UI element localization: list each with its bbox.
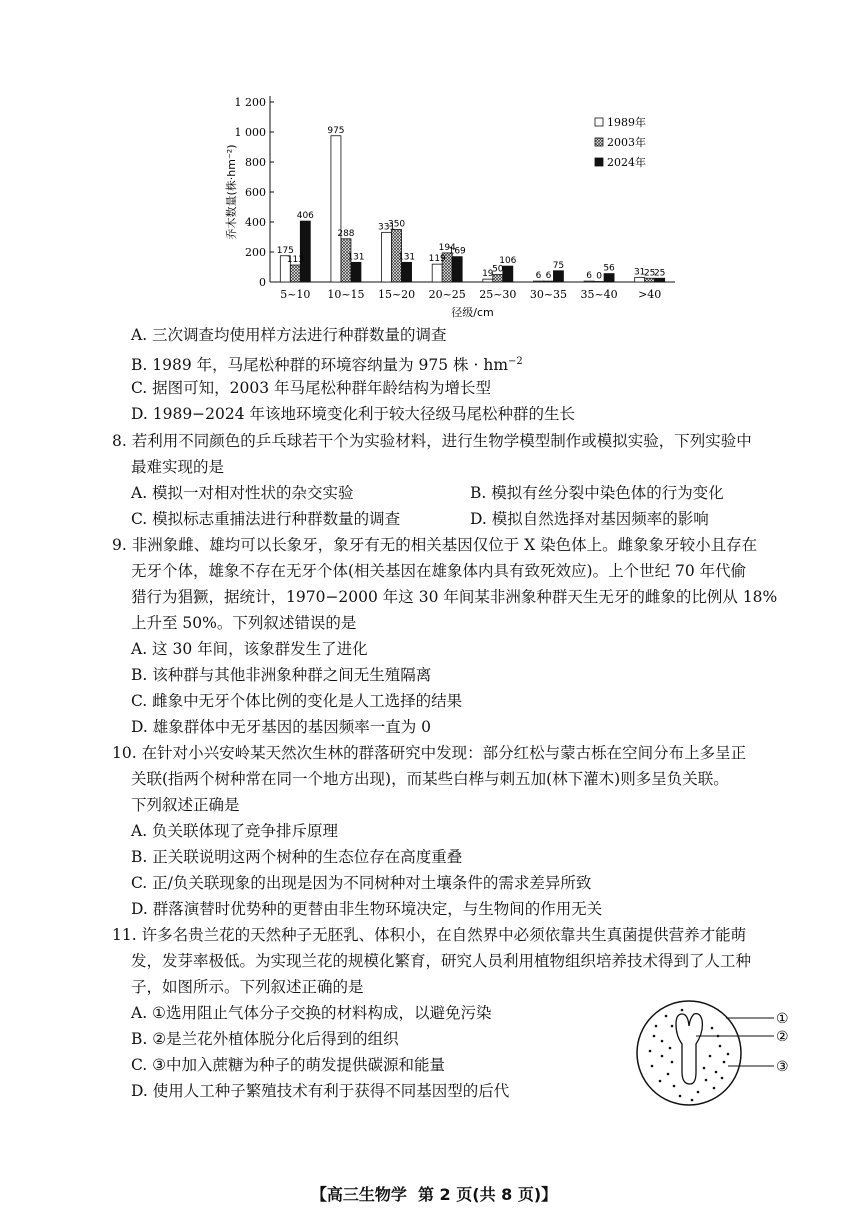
dot [681, 1009, 684, 1012]
x-tick-label: 10~15 [327, 288, 365, 301]
dot [703, 1067, 706, 1070]
data-label: 350 [387, 219, 406, 230]
bar-1989年 [432, 264, 442, 282]
footer-subject: 【高三生物学 [310, 1185, 407, 1204]
data-label: 19 [482, 269, 494, 280]
legend-swatch [595, 158, 603, 166]
bar-1989年 [584, 281, 594, 282]
data-label: 113 [286, 255, 304, 266]
embryoid-shape [676, 1014, 702, 1084]
bar-2003年 [594, 282, 604, 283]
data-label: 6 [535, 271, 542, 282]
dot [661, 1055, 664, 1058]
label-3: ③ [776, 1059, 789, 1075]
dot [671, 1061, 674, 1064]
x-tick-label: 35~40 [580, 288, 618, 301]
data-label: 175 [276, 245, 294, 256]
y-axis-label: 乔木数量(株·hm⁻²) [225, 144, 238, 240]
bar-2024年 [655, 278, 665, 282]
dot [721, 1077, 724, 1080]
q8-stem-line1: 8. 若利用不同颜色的乒乓球若干个为实验材料，进行生物学模型制作或模拟实验，下列实验中 [112, 432, 752, 450]
q10-stem-line1: 10. 在针对小兴安岭某天然次生林的群落研究中发现：部分红松与蒙古栎在空间分布上多呈正 [112, 744, 747, 762]
data-label: 131 [347, 252, 365, 263]
q9-option-d: D. 雄象群体中无牙基因的基因频率一直为 0 [131, 718, 432, 736]
dot [669, 1047, 672, 1050]
legend-label: 2003年 [607, 136, 646, 149]
q11-option-a: A. ①选用阻止气体分子交换的材料构成，以避免污染 [131, 1004, 492, 1022]
legend-swatch [595, 118, 603, 126]
artificial-seed-figure [632, 996, 792, 1116]
q7-option-b [131, 352, 523, 375]
q7-option-a: A. 三次调查均使用样方法进行种群数量的调查 [131, 326, 447, 344]
dot [727, 1053, 730, 1056]
bar-2024年 [300, 221, 310, 282]
q8-option-d: D. 模拟自然选择对基因频率的影响 [470, 510, 709, 528]
bar-2024年 [351, 262, 361, 282]
data-label: 106 [499, 256, 517, 267]
data-label: 288 [337, 228, 355, 239]
dot [651, 1065, 654, 1068]
y-tick-label: 1 200 [234, 96, 266, 109]
x-tick-label: 5~10 [280, 288, 311, 301]
data-label: 50 [492, 264, 504, 275]
q10-stem-line2: 关联(指两个树种常在同一个地方出现)，而某些白桦与刺五加(林下灌木)则多呈负关联。 [131, 770, 729, 788]
data-label: 6 [586, 271, 592, 282]
dot [691, 1099, 694, 1102]
data-label: 406 [296, 211, 314, 222]
dot [661, 1040, 664, 1043]
dot [723, 1061, 726, 1064]
dot [711, 1027, 714, 1030]
data-label: 131 [397, 252, 416, 263]
q11-option-d: D. 使用人工种子繁殖技术有利于获得不同基因型的后代 [131, 1082, 510, 1100]
q8-option-c: C. 模拟标志重捕法进行种群数量的调查 [131, 510, 401, 528]
x-tick-label: 25~30 [479, 288, 517, 301]
data-label: 169 [448, 246, 466, 257]
bar-2024年 [553, 271, 563, 282]
legend-swatch [595, 138, 603, 146]
dot [705, 1079, 708, 1082]
bar-2024年 [604, 274, 614, 282]
dot [671, 1025, 674, 1028]
x-tick-label: 30~35 [529, 288, 568, 301]
y-tick-label: 600 [245, 186, 266, 199]
bar-2024年 [402, 262, 412, 282]
data-label: 31 [633, 267, 646, 278]
dot [659, 1080, 662, 1083]
q11-stem-line1: 11. 许多名贵兰花的天然种子无胚乳、体积小，在自然界中必须依靠共生真菌提供营养才能萌 [112, 926, 747, 944]
q8-option-b: B. 模拟有丝分裂中染色体的行为变化 [470, 484, 724, 502]
dot [665, 1015, 668, 1018]
data-label: 194 [438, 242, 456, 253]
footer-page: 第 2 页(共 8 页)】 [417, 1185, 558, 1204]
dot [655, 1025, 658, 1028]
data-label: 331 [377, 222, 396, 233]
q11-option-b: B. ②是兰花外植体脱分化后得到的组织 [131, 1030, 399, 1048]
q7-option-b-sup: −2 [508, 356, 523, 367]
y-tick-label: 200 [245, 246, 266, 259]
q10-option-c: C. 正/负关联现象的出现是因为不同树种对土壤条件的需求差异所致 [131, 874, 592, 892]
bar-1989年 [533, 281, 543, 282]
page-footer [0, 1182, 868, 1205]
x-axis-label: 径级/cm [451, 306, 494, 319]
data-label: 25 [653, 268, 666, 279]
data-label: 0 [596, 271, 602, 282]
legend-label: 2024年 [607, 156, 646, 169]
q11-stem-line3: 子，如图所示。下列叙述正确的是 [131, 978, 364, 996]
data-label: 119 [428, 254, 446, 265]
dot [719, 1045, 722, 1048]
bar-2024年 [452, 257, 462, 282]
dot [679, 1095, 682, 1098]
q7-option-c: C. 据图可知，2003 年马尾松种群年龄结构为增长型 [131, 379, 492, 397]
legend-label: 1989年 [607, 116, 646, 129]
bar-2003年 [493, 275, 503, 283]
data-label: 75 [552, 260, 565, 271]
x-tick-label: 20~25 [428, 288, 466, 301]
bar-2024年 [503, 266, 513, 282]
seed-coat-circle [637, 1001, 741, 1105]
bar-2003年 [543, 281, 553, 282]
bar-1989年 [382, 232, 392, 282]
q9-stem-line2: 无牙个体，雄象不存在无牙个体(相关基因在雄象体内具有致死效应)。上个世纪 70 年代偷 [131, 562, 747, 580]
data-label: 56 [603, 263, 615, 274]
tree-count-bar-chart [215, 90, 685, 325]
q9-option-b: B. 该种群与其他非洲象种群之间无生殖隔离 [131, 666, 432, 684]
y-tick-label: 0 [259, 276, 266, 289]
dot [709, 1055, 712, 1058]
q9-option-a: A. 这 30 年间，该象群发生了进化 [131, 640, 368, 658]
q9-stem-line1: 9. 非洲象雌、雄均可以长象牙，象牙有无的相关基因仅位于 X 染色体上。雌象象牙较小且存在 [112, 536, 758, 554]
q7-option-d: D. 1989−2024 年该地环境变化利于较大径级马尾松种群的生长 [131, 405, 576, 423]
dot [673, 1085, 676, 1088]
q10-option-a: A. 负关联体现了竞争排斥原理 [131, 822, 339, 840]
q7-option-b-text: B. 1989 年，马尾松种群的环境容纳量为 975 株 · hm [131, 356, 509, 375]
q11-option-c: C. ③中加入蔗糖为种子的萌发提供碳源和能量 [131, 1056, 446, 1074]
q8-stem-line2: 最难实现的是 [131, 458, 225, 476]
q10-option-d: D. 群落演替时优势种的更替由非生物环境决定，与生物间的作用无关 [131, 900, 603, 918]
data-label: 975 [327, 125, 345, 136]
q9-stem-line4: 上升至 50%。下列叙述错误的是 [131, 614, 357, 632]
dot [697, 1091, 700, 1094]
q8-option-a: A. 模拟一对相对性状的杂交实验 [131, 484, 354, 502]
y-tick-label: 800 [245, 156, 266, 169]
label-1: ① [776, 1011, 789, 1027]
data-label: 6 [545, 271, 552, 282]
dot [713, 1087, 716, 1090]
y-tick-label: 1 000 [234, 126, 266, 139]
x-tick-label: >40 [638, 288, 662, 301]
label-2: ② [776, 1029, 789, 1045]
q10-option-b: B. 正关联说明这两个树种的生态位存在高度重叠 [131, 848, 463, 866]
dot [653, 1035, 656, 1038]
dot [715, 1071, 718, 1074]
q11-stem-line2: 发，发芽率极低。为实现兰花的规模化繁育，研究人员利用植物组织培养技术得到了人工种 [131, 952, 752, 970]
q9-option-c: C. 雌象中无牙个体比例的变化是人工选择的结果 [131, 692, 463, 710]
bar-1989年 [331, 136, 341, 282]
bar-2003年 [290, 265, 300, 282]
x-tick-label: 15~20 [377, 288, 416, 301]
dot [667, 1073, 670, 1076]
data-label: 25 [643, 268, 656, 279]
dot [649, 1050, 652, 1053]
y-tick-label: 400 [245, 216, 266, 229]
bar-1989年 [483, 279, 493, 282]
q9-stem-line3: 猎行为猖獗，据统计，1970−2000 年这 30 年间某非洲象种群天生无牙的雌象的比例从 18% [131, 588, 778, 606]
q10-stem-line3: 下列叙述正确是 [131, 796, 240, 814]
bar-2003年 [645, 278, 655, 282]
